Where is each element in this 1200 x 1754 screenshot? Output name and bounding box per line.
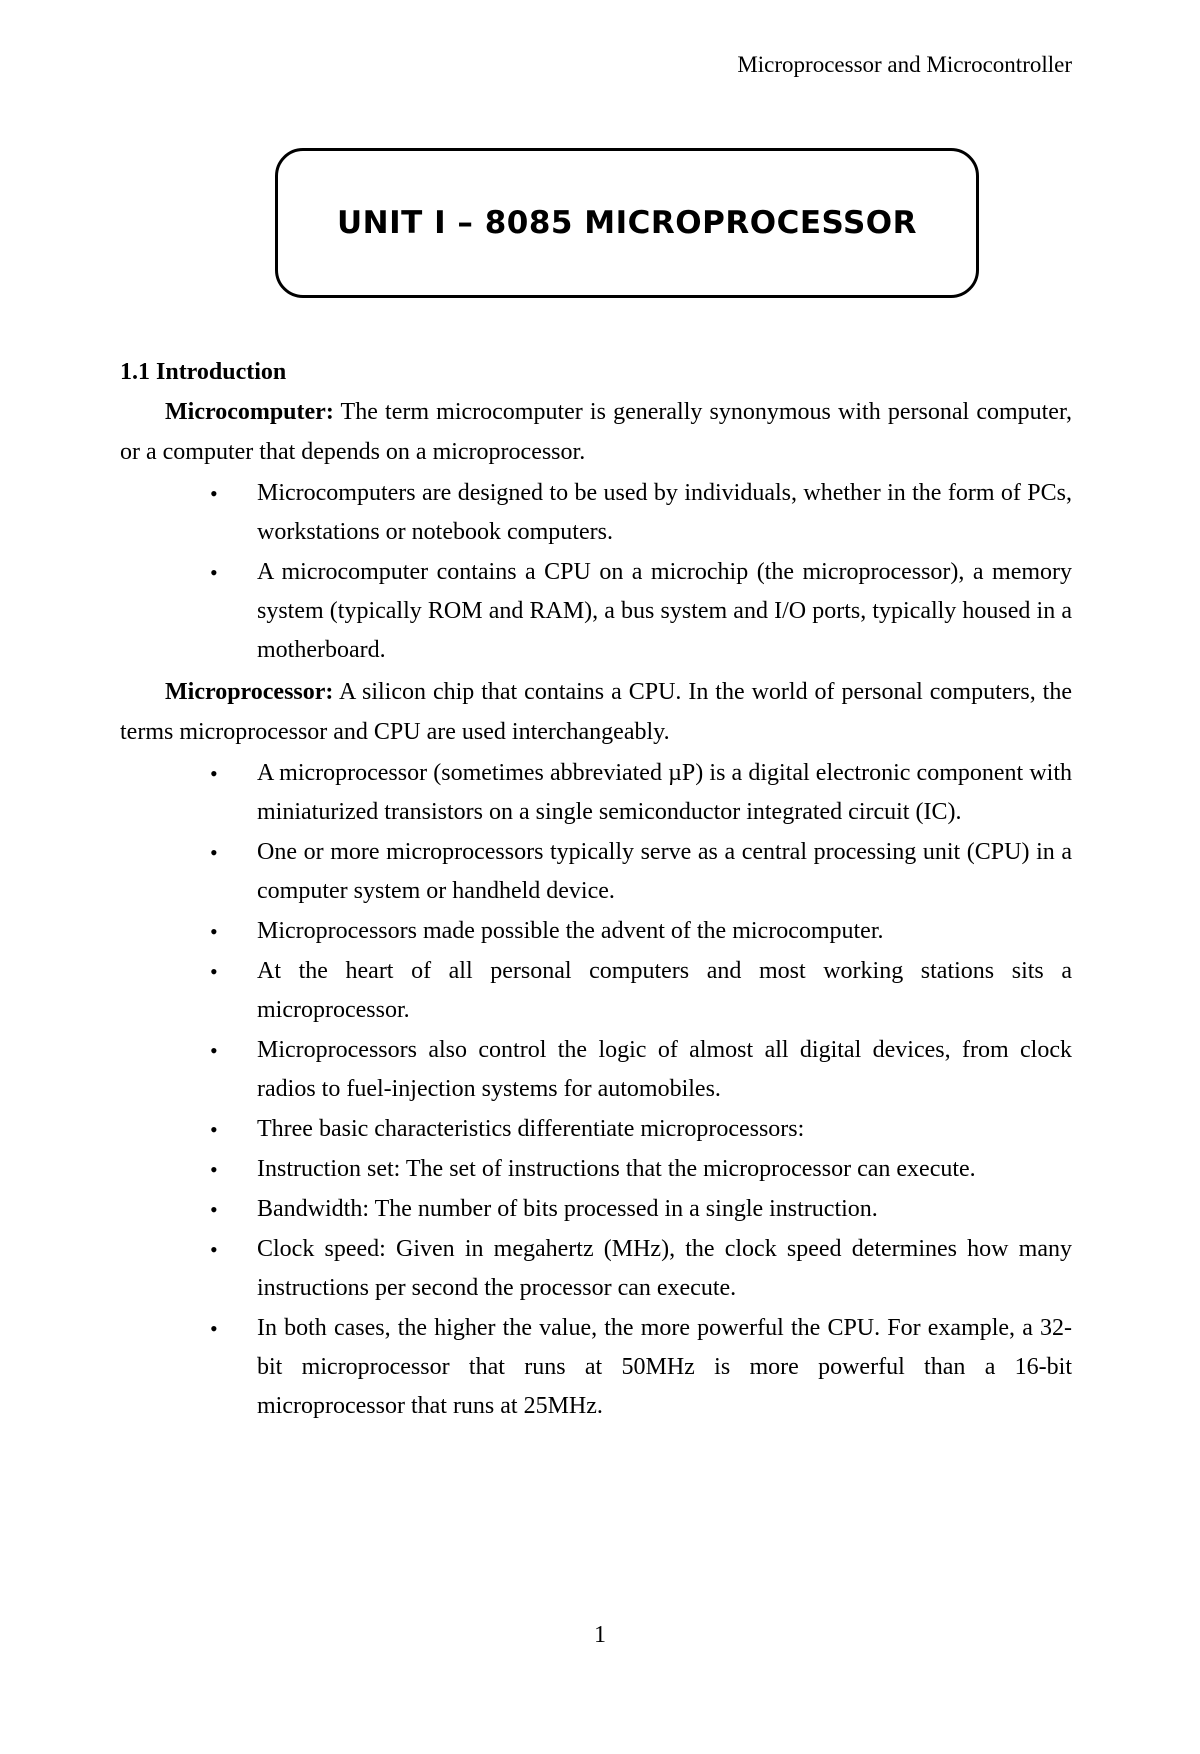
- page-number: 1: [594, 1622, 606, 1648]
- list-item-text: One or more microprocessors typically serve as a central processing unit (CPU) in a computer system or handheld device.: [257, 839, 1072, 904]
- microcomputer-term: Microcomputer:: [165, 399, 334, 425]
- list-item-text: Instruction set: The set of instructions that the microprocessor can execute.: [257, 1156, 976, 1182]
- microcomputer-paragraph: [120, 392, 1072, 472]
- microcomputer-definition: The term microcomputer is generally synonymous with personal computer, or a computer that depends on a microprocessor.: [120, 399, 1072, 465]
- bullet-icon: •: [210, 481, 218, 506]
- list-item-text: A microcomputer contains a CPU on a microchip (the microprocessor), a memory system (typically ROM and RAM), a bus system and I/O ports, typically housed in a motherboard.: [257, 559, 1072, 663]
- page-content: [120, 352, 1072, 1428]
- list-item: [210, 474, 1072, 552]
- bullet-icon: •: [210, 840, 218, 865]
- list-item: [210, 912, 1072, 951]
- microprocessor-bullet-list: [120, 754, 1072, 1426]
- list-item-text: Microcomputers are designed to be used by individuals, whether in the form of PCs, workstations or notebook computers.: [257, 480, 1072, 545]
- list-item-text: Clock speed: Given in megahertz (MHz), the clock speed determines how many instructions per second the processor can execute.: [257, 1236, 1072, 1301]
- list-item: [210, 754, 1072, 832]
- list-item-text: Microprocessors also control the logic of almost all digital devices, from clock radios to fuel-injection systems for automobiles.: [257, 1037, 1072, 1102]
- section-heading: 1.1 Introduction: [120, 359, 287, 385]
- bullet-icon: •: [210, 1038, 218, 1063]
- list-item-text: Bandwidth: The number of bits processed in a single instruction.: [257, 1196, 878, 1222]
- list-item-text: At the heart of all personal computers and most working stations sits a microprocessor.: [257, 958, 1072, 1023]
- bullet-icon: •: [210, 919, 218, 944]
- bullet-icon: •: [210, 761, 218, 786]
- microcomputer-bullet-list: [120, 474, 1072, 670]
- microprocessor-paragraph: [120, 672, 1072, 752]
- bullet-icon: •: [210, 560, 218, 585]
- list-item-text: Microprocessors made possible the advent of the microcomputer.: [257, 918, 884, 944]
- list-item: [210, 833, 1072, 911]
- microprocessor-term: Microprocessor:: [165, 679, 334, 705]
- bullet-icon: •: [210, 1197, 218, 1222]
- unit-title: UNIT I – 8085 MICROPROCESSOR: [337, 205, 917, 241]
- list-item-text: Three basic characteristics differentiate microprocessors:: [257, 1116, 805, 1142]
- list-item: [210, 1031, 1072, 1109]
- list-item-text: In both cases, the higher the value, the more powerful the CPU. For example, a 32-bit microprocessor that runs at 50MHz is more powerful than a 16-bit microprocessor that runs at 25MHz.: [257, 1315, 1072, 1419]
- list-item: [210, 1150, 1072, 1189]
- unit-title-box: [275, 148, 979, 298]
- microprocessor-definition: A silicon chip that contains a CPU. In the world of personal computers, the terms microprocessor and CPU are used interchangeably.: [120, 679, 1072, 745]
- list-item: [210, 1309, 1072, 1426]
- bullet-icon: •: [210, 1117, 218, 1142]
- bullet-icon: •: [210, 1316, 218, 1341]
- running-header: Microprocessor and Microcontroller: [737, 52, 1072, 77]
- list-item: [210, 952, 1072, 1030]
- bullet-icon: •: [210, 1157, 218, 1182]
- list-item: [210, 1230, 1072, 1308]
- list-item: [210, 1110, 1072, 1149]
- list-item: [210, 1190, 1072, 1229]
- bullet-icon: •: [210, 959, 218, 984]
- list-item: [210, 553, 1072, 670]
- list-item-text: A microprocessor (sometimes abbreviated µP) is a digital electronic component with miniaturized transistors on a single semiconductor integrated circuit (IC).: [257, 760, 1072, 825]
- bullet-icon: •: [210, 1237, 218, 1262]
